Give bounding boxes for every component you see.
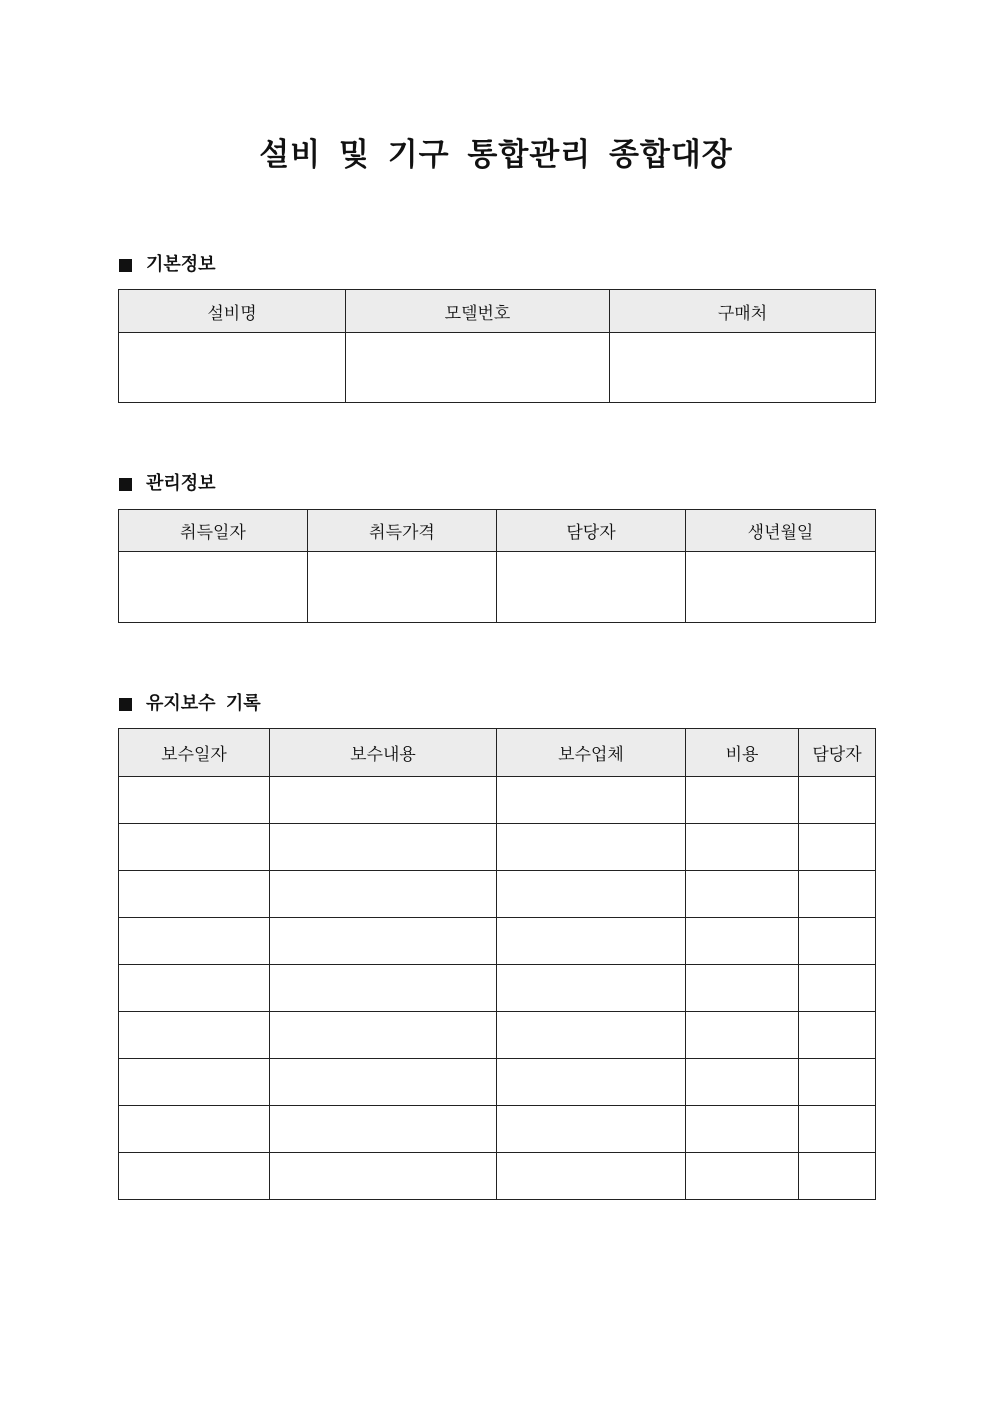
table-header-row bbox=[119, 290, 876, 333]
table-cell[interactable] bbox=[686, 1012, 799, 1059]
table-cell[interactable] bbox=[497, 965, 686, 1012]
table-cell[interactable] bbox=[346, 333, 610, 403]
table-row bbox=[119, 552, 876, 623]
table-cell[interactable] bbox=[799, 965, 876, 1012]
table-cell[interactable] bbox=[686, 871, 799, 918]
table-cell[interactable] bbox=[799, 777, 876, 824]
table-row bbox=[119, 918, 876, 965]
basic-info-table bbox=[118, 289, 876, 403]
table-cell[interactable] bbox=[497, 1059, 686, 1106]
column-header-acquisition-price: 취득가격 bbox=[308, 510, 497, 552]
table-cell[interactable] bbox=[270, 777, 497, 824]
column-header-person-in-charge: 담당자 bbox=[799, 729, 876, 777]
table-cell[interactable] bbox=[686, 552, 876, 623]
table-cell[interactable] bbox=[686, 965, 799, 1012]
table-cell[interactable] bbox=[799, 918, 876, 965]
table-cell[interactable] bbox=[497, 824, 686, 871]
table-cell[interactable] bbox=[270, 871, 497, 918]
table-cell[interactable] bbox=[270, 1106, 497, 1153]
table-cell[interactable] bbox=[686, 1153, 799, 1200]
column-header-repair-company: 보수업체 bbox=[497, 729, 686, 777]
table-cell[interactable] bbox=[119, 871, 270, 918]
table-cell[interactable] bbox=[308, 552, 497, 623]
table-cell[interactable] bbox=[799, 824, 876, 871]
table-cell[interactable] bbox=[119, 1106, 270, 1153]
column-header-cost: 비용 bbox=[686, 729, 799, 777]
table-cell[interactable] bbox=[270, 1012, 497, 1059]
table-row bbox=[119, 333, 876, 403]
table-row bbox=[119, 965, 876, 1012]
table-cell[interactable] bbox=[270, 1153, 497, 1200]
column-header-acquisition-date: 취득일자 bbox=[119, 510, 308, 552]
table-cell[interactable] bbox=[270, 918, 497, 965]
table-cell[interactable] bbox=[119, 333, 346, 403]
management-info-table bbox=[118, 509, 876, 623]
column-header-vendor: 구매처 bbox=[610, 290, 876, 333]
table-cell[interactable] bbox=[119, 918, 270, 965]
table-cell[interactable] bbox=[799, 1106, 876, 1153]
table-row bbox=[119, 777, 876, 824]
table-cell[interactable] bbox=[497, 552, 686, 623]
section-heading-maintenance-record bbox=[119, 691, 261, 717]
section-heading-label: 관리정보 bbox=[146, 473, 216, 494]
table-cell[interactable] bbox=[119, 965, 270, 1012]
square-bullet-icon bbox=[119, 478, 132, 491]
square-bullet-icon bbox=[119, 259, 132, 272]
table-row bbox=[119, 1153, 876, 1200]
table-cell[interactable] bbox=[686, 918, 799, 965]
table-cell[interactable] bbox=[610, 333, 876, 403]
table-cell[interactable] bbox=[799, 1059, 876, 1106]
section-heading-management-info bbox=[119, 471, 216, 497]
table-cell[interactable] bbox=[686, 1106, 799, 1153]
table-cell[interactable] bbox=[270, 965, 497, 1012]
section-heading-basic-info bbox=[119, 252, 216, 278]
table-cell[interactable] bbox=[270, 1059, 497, 1106]
table-cell[interactable] bbox=[497, 871, 686, 918]
square-bullet-icon bbox=[119, 698, 132, 711]
table-cell[interactable] bbox=[119, 1059, 270, 1106]
column-header-birth-date: 생년월일 bbox=[686, 510, 876, 552]
table-row bbox=[119, 1059, 876, 1106]
section-heading-label: 유지보수 기록 bbox=[146, 693, 261, 714]
table-cell[interactable] bbox=[119, 552, 308, 623]
table-row bbox=[119, 1106, 876, 1153]
column-header-person-in-charge: 담당자 bbox=[497, 510, 686, 552]
table-header-row bbox=[119, 510, 876, 552]
table-cell[interactable] bbox=[686, 777, 799, 824]
table-cell[interactable] bbox=[799, 1153, 876, 1200]
table-cell[interactable] bbox=[497, 777, 686, 824]
table-row bbox=[119, 871, 876, 918]
table-cell[interactable] bbox=[497, 1012, 686, 1059]
column-header-repair-details: 보수내용 bbox=[270, 729, 497, 777]
table-cell[interactable] bbox=[497, 918, 686, 965]
page-title: 설비 및 기구 통합관리 종합대장 bbox=[259, 137, 733, 173]
table-cell[interactable] bbox=[497, 1106, 686, 1153]
maintenance-record-body bbox=[119, 777, 876, 1200]
table-cell[interactable] bbox=[119, 1153, 270, 1200]
maintenance-record-table bbox=[118, 728, 876, 1200]
table-cell[interactable] bbox=[799, 871, 876, 918]
table-cell[interactable] bbox=[799, 1012, 876, 1059]
table-cell[interactable] bbox=[270, 824, 497, 871]
table-cell[interactable] bbox=[119, 777, 270, 824]
column-header-repair-date: 보수일자 bbox=[119, 729, 270, 777]
table-cell[interactable] bbox=[119, 1012, 270, 1059]
column-header-equipment-name: 설비명 bbox=[119, 290, 346, 333]
section-heading-label: 기본정보 bbox=[146, 254, 216, 275]
table-header-row bbox=[119, 729, 876, 777]
table-cell[interactable] bbox=[686, 824, 799, 871]
table-cell[interactable] bbox=[119, 824, 270, 871]
table-cell[interactable] bbox=[686, 1059, 799, 1106]
table-row bbox=[119, 824, 876, 871]
column-header-model-number: 모델번호 bbox=[346, 290, 610, 333]
table-row bbox=[119, 1012, 876, 1059]
table-cell[interactable] bbox=[497, 1153, 686, 1200]
